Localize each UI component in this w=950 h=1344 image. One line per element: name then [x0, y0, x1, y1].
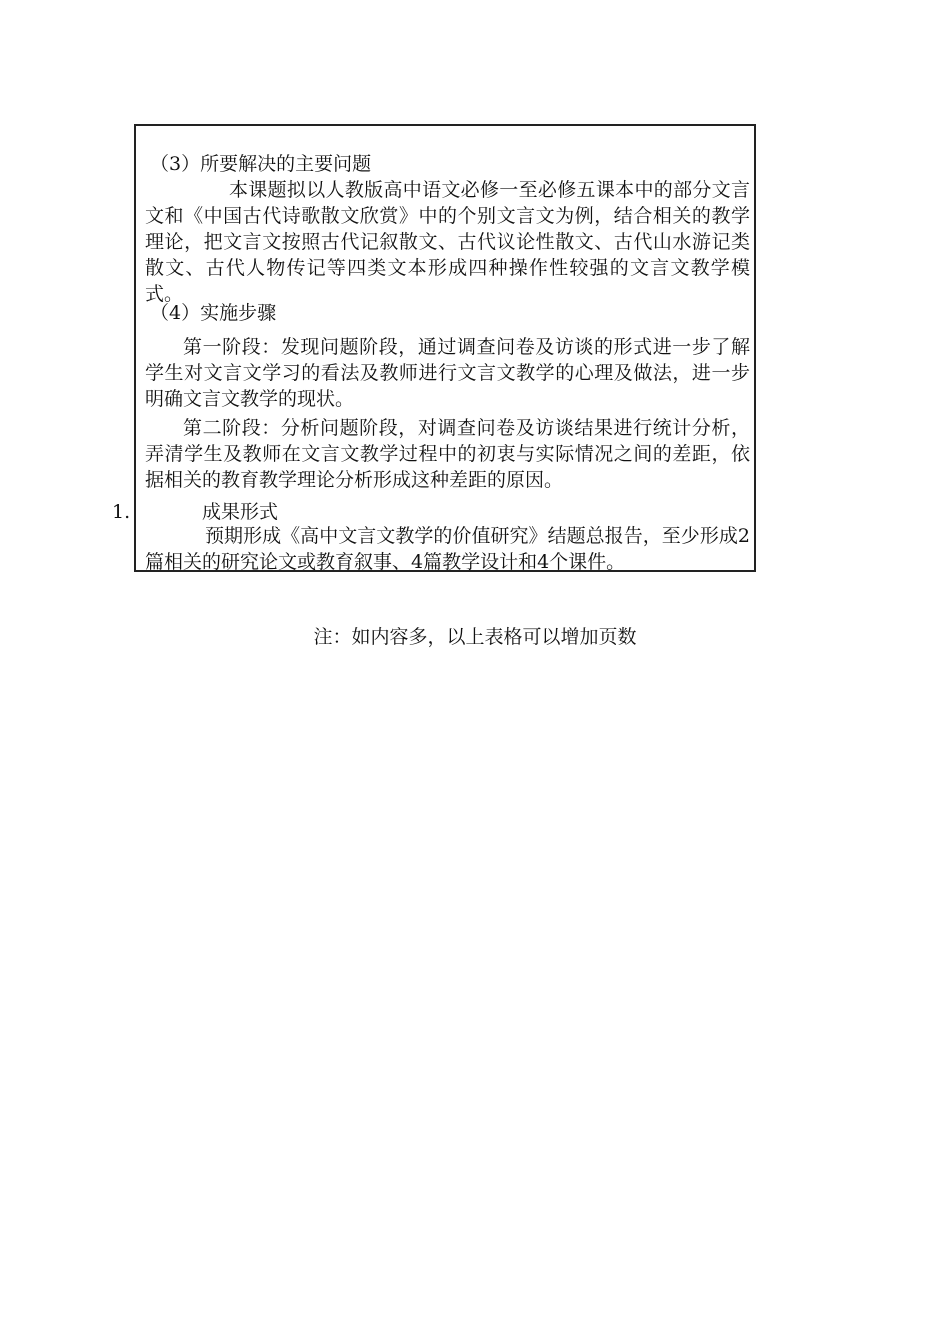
- footer-note: 注：如内容多，以上表格可以增加页数: [313, 626, 637, 648]
- section-5-heading: 成果形式: [202, 501, 279, 523]
- section-5-body: 预期形成《高中文言文教学的价值研究》结题总报告，至少形成2篇相关的研究论文或教育叙事、4篇教学设计和4个课件。: [145, 525, 750, 573]
- section-4-heading: （4）实施步骤: [150, 302, 277, 324]
- list-number: 1.: [112, 501, 131, 523]
- section-3-body: 本课题拟以人教版高中语文必修一至必修五课本中的部分文言文和《中国古代诗歌散文欣赏》中的个别文言文为例，结合相关的教学理论，把文言文按照古代记叙散文、古代议论性散文、古代山水游记类散文、古代人物传记等四类文本形成四种操作性较强的文言文教学模式。: [145, 179, 750, 305]
- stage-1-paragraph: 第一阶段：发现问题阶段，通过调查问卷及访谈的形式进一步了解学生对文言文学习的看法及教师进行文言文教学的心理及做法，进一步明确文言文教学的现状。: [145, 336, 750, 410]
- stage-2-paragraph: 第二阶段：分析问题阶段，对调查问卷及访谈结果进行统计分析，弄清学生及教师在文言文教学过程中的初衷与实际情况之间的差距，依据相关的教育教学理论分析形成这种差距的原因。: [145, 417, 750, 491]
- section-3-heading: （3）所要解决的主要问题: [150, 153, 372, 175]
